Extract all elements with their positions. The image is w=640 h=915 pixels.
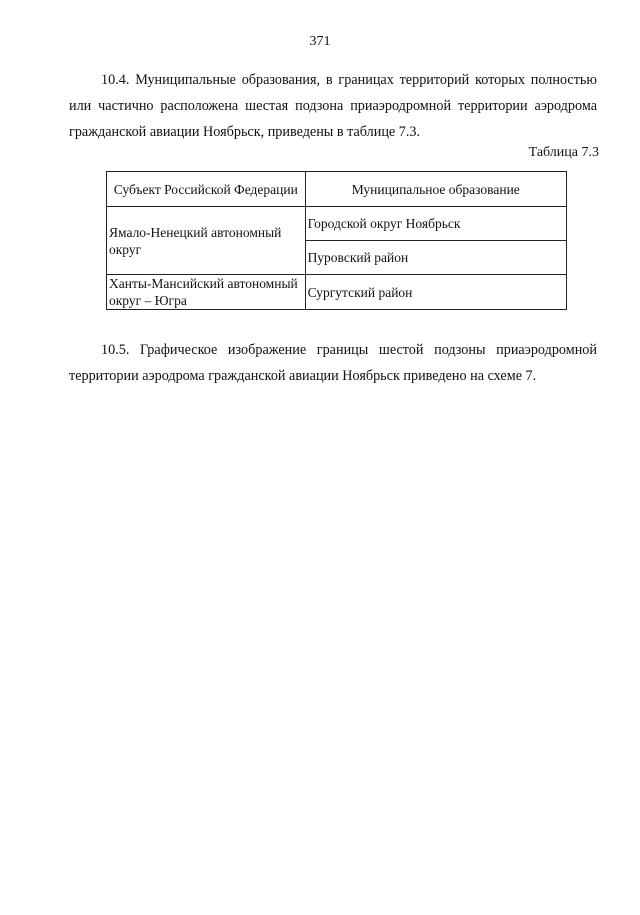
paragraph-graphic-scheme: 10.5. Графическое изображение границы шестой подзоны приаэродромной территории аэродрома гражданской авиации Ноябрьск приведено на схеме 7.	[69, 342, 597, 384]
column-header-municipality: Муниципальное образование	[305, 172, 566, 207]
subject-cell: Ямало-Ненецкий автономный округ	[107, 207, 306, 275]
column-header-subject: Субъект Российской Федерации	[107, 172, 306, 207]
municipality-cell: Сургутский район	[305, 275, 566, 310]
page-number: 371	[309, 34, 331, 49]
table-row	[107, 207, 567, 241]
table-caption: Таблица 7.3	[528, 145, 599, 160]
paragraph-municipal-formations: 10.4. Муниципальные образования, в границах территорий которых полностью или частично расположена шестая подзона приаэродромной территории аэродрома гражданской авиации Ноябрьск, приведены в таблице 7.3.	[69, 72, 597, 140]
table-header-row	[107, 172, 567, 207]
municipality-cell: Городской округ Ноябрьск	[305, 207, 566, 241]
subject-cell: Ханты-Мансийский автономный округ – Югра	[107, 275, 306, 310]
municipalities-table	[106, 171, 567, 310]
municipality-cell: Пуровский район	[305, 241, 566, 275]
table-row	[107, 275, 567, 310]
